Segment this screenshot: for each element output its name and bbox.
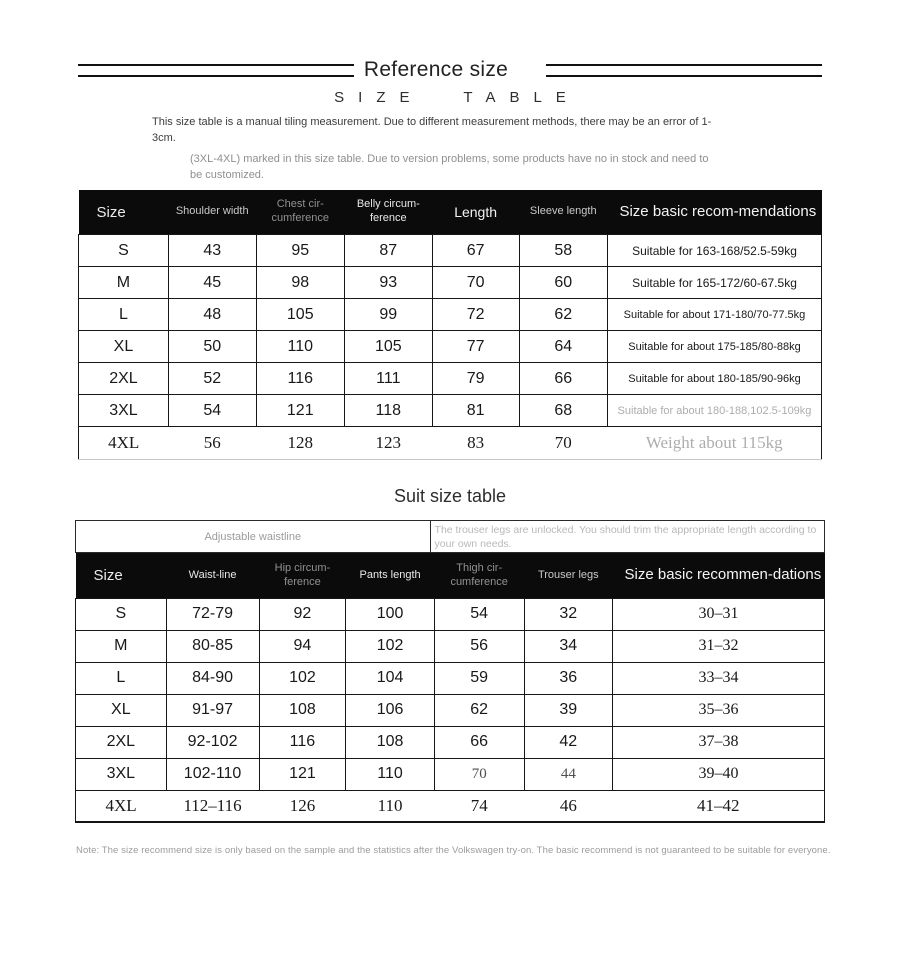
table-row — [79, 235, 822, 267]
size-label-cell: L — [79, 299, 169, 331]
value-cell: 48 — [168, 299, 256, 331]
value-cell: 106 — [346, 694, 434, 726]
value-cell: 70 — [432, 267, 519, 299]
size-label-cell: XL — [79, 331, 169, 363]
header-row — [79, 190, 822, 235]
value-cell: 92 — [259, 598, 346, 630]
value-cell: 50 — [168, 331, 256, 363]
value-cell: 77 — [432, 331, 519, 363]
value-cell: 43 — [168, 235, 256, 267]
suit-size-table — [75, 553, 825, 823]
value-cell: 118 — [344, 395, 432, 427]
value-cell: 100 — [346, 598, 434, 630]
value-cell: 31–32 — [613, 630, 825, 662]
value-cell: 79 — [432, 363, 519, 395]
value-cell: 39 — [524, 694, 612, 726]
value-cell: 102-110 — [166, 758, 259, 790]
table-row — [76, 662, 825, 694]
value-cell: 80-85 — [166, 630, 259, 662]
value-cell: Suitable for about 175-185/80-88kg — [607, 331, 821, 363]
value-cell: 60 — [519, 267, 607, 299]
size-label-cell: S — [76, 598, 167, 630]
value-cell: 74 — [434, 790, 524, 822]
value-cell: 52 — [168, 363, 256, 395]
value-cell: 81 — [432, 395, 519, 427]
value-cell: 102 — [259, 662, 346, 694]
column-header: Trouser legs — [524, 553, 612, 598]
value-cell: 93 — [344, 267, 432, 299]
size-label-cell: M — [79, 267, 169, 299]
column-header: Size basic recommen-dations — [613, 553, 825, 598]
value-cell: 105 — [256, 299, 344, 331]
size-label-cell: 3XL — [79, 395, 169, 427]
size-label-cell: 2XL — [79, 363, 169, 395]
value-cell: Suitable for about 171-180/70-77.5kg — [607, 299, 821, 331]
size-label-cell: M — [76, 630, 167, 662]
value-cell: Suitable for about 180-188,102.5-109kg — [607, 395, 821, 427]
value-cell: 94 — [259, 630, 346, 662]
value-cell: 87 — [344, 235, 432, 267]
value-cell: 92-102 — [166, 726, 259, 758]
suit-note-row — [75, 520, 825, 553]
table-row — [76, 790, 825, 822]
value-cell: 62 — [519, 299, 607, 331]
value-cell: 35–36 — [613, 694, 825, 726]
value-cell: 70 — [519, 427, 607, 460]
value-cell: 84-90 — [166, 662, 259, 694]
value-cell: 95 — [256, 235, 344, 267]
column-header: Chest cir-cumference — [256, 190, 344, 235]
table-row — [76, 598, 825, 630]
column-header: Thigh cir-cumference — [434, 553, 524, 598]
table-row — [76, 694, 825, 726]
column-header: Size — [76, 553, 167, 598]
column-header: Waist-line — [166, 553, 259, 598]
suit-size-table-head — [76, 553, 825, 598]
value-cell: 37–38 — [613, 726, 825, 758]
value-cell: 34 — [524, 630, 612, 662]
size-label-cell: L — [76, 662, 167, 694]
value-cell: 44 — [524, 758, 612, 790]
column-header: Pants length — [346, 553, 434, 598]
suit-size-table-body — [76, 598, 825, 822]
value-cell: 83 — [432, 427, 519, 460]
value-cell: 121 — [259, 758, 346, 790]
waistline-note: Adjustable waistline — [76, 521, 431, 552]
size-label-cell: 4XL — [76, 790, 167, 822]
table-row — [76, 726, 825, 758]
value-cell: 104 — [346, 662, 434, 694]
column-header: Length — [432, 190, 519, 235]
value-cell: 67 — [432, 235, 519, 267]
value-cell: 110 — [346, 758, 434, 790]
column-header: Sleeve length — [519, 190, 607, 235]
value-cell: 54 — [434, 598, 524, 630]
value-cell: 56 — [434, 630, 524, 662]
column-header: Hip circum-ference — [259, 553, 346, 598]
table-row — [79, 331, 822, 363]
table-row — [76, 758, 825, 790]
page-subtitle: SIZE TABLE — [334, 89, 580, 106]
title-rule-right — [546, 64, 822, 77]
value-cell: 58 — [519, 235, 607, 267]
table-row — [79, 363, 822, 395]
size-label-cell: XL — [76, 694, 167, 726]
value-cell: 111 — [344, 363, 432, 395]
value-cell: 45 — [168, 267, 256, 299]
value-cell: 54 — [168, 395, 256, 427]
value-cell: Suitable for about 180-185/90-96kg — [607, 363, 821, 395]
table-row — [79, 267, 822, 299]
value-cell: 102 — [346, 630, 434, 662]
value-cell: 110 — [256, 331, 344, 363]
value-cell: 66 — [434, 726, 524, 758]
value-cell: 123 — [344, 427, 432, 460]
value-cell: Weight about 115kg — [607, 427, 821, 460]
value-cell: 72 — [432, 299, 519, 331]
value-cell: Suitable for 163-168/52.5-59kg — [607, 235, 821, 267]
value-cell: 128 — [256, 427, 344, 460]
value-cell: 32 — [524, 598, 612, 630]
value-cell: 33–34 — [613, 662, 825, 694]
title-rule-left — [78, 64, 354, 77]
value-cell: 68 — [519, 395, 607, 427]
table-row — [79, 395, 822, 427]
value-cell: 56 — [168, 427, 256, 460]
top-size-table-head — [79, 190, 822, 235]
suit-table-title: Suit size table — [393, 486, 507, 507]
value-cell: 98 — [256, 267, 344, 299]
top-size-table-body — [79, 235, 822, 460]
value-cell: 91-97 — [166, 694, 259, 726]
value-cell: 105 — [344, 331, 432, 363]
value-cell: 121 — [256, 395, 344, 427]
column-header: Shoulder width — [168, 190, 256, 235]
size-label-cell: S — [79, 235, 169, 267]
value-cell: 70 — [434, 758, 524, 790]
value-cell: 42 — [524, 726, 612, 758]
value-cell: 72-79 — [166, 598, 259, 630]
table-row — [79, 427, 822, 460]
stock-note: (3XL-4XL) marked in this size table. Due to version problems, some products have no in stock and need to be customized. — [190, 152, 709, 181]
size-label-cell: 4XL — [79, 427, 169, 460]
column-header: Belly circum-ference — [344, 190, 432, 235]
column-header: Size basic recom-mendations — [607, 190, 821, 235]
value-cell: 99 — [344, 299, 432, 331]
size-label-cell: 2XL — [76, 726, 167, 758]
value-cell: 30–31 — [613, 598, 825, 630]
column-header: Size — [79, 190, 169, 235]
top-size-table — [78, 190, 822, 461]
value-cell: 126 — [259, 790, 346, 822]
value-cell: 62 — [434, 694, 524, 726]
value-cell: 41–42 — [613, 790, 825, 822]
size-label-cell: 3XL — [76, 758, 167, 790]
value-cell: 116 — [259, 726, 346, 758]
value-cell: 112–116 — [166, 790, 259, 822]
value-cell: 108 — [259, 694, 346, 726]
table-row — [76, 630, 825, 662]
title-bar — [0, 58, 900, 82]
value-cell: 110 — [346, 790, 434, 822]
trouser-note: The trouser legs are unlocked. You should trim the appropriate length according to your own needs. — [434, 523, 817, 550]
value-cell: Suitable for 165-172/60-67.5kg — [607, 267, 821, 299]
value-cell: 39–40 — [613, 758, 825, 790]
header-row — [76, 553, 825, 598]
page-title: Reference size — [363, 58, 509, 81]
value-cell: 64 — [519, 331, 607, 363]
value-cell: 36 — [524, 662, 612, 694]
value-cell: 46 — [524, 790, 612, 822]
value-cell: 108 — [346, 726, 434, 758]
footer-note: Note: The size recommend size is only based on the sample and the statistics after the Volkswagen try-on. The basic recommend is not guaranteed to be suitable for everyone. — [76, 845, 831, 857]
value-cell: 59 — [434, 662, 524, 694]
value-cell: 116 — [256, 363, 344, 395]
measurement-note: This size table is a manual tiling measurement. Due to different measurement methods, there may be an error of 1-3cm. — [152, 116, 712, 144]
value-cell: 66 — [519, 363, 607, 395]
table-row — [79, 299, 822, 331]
